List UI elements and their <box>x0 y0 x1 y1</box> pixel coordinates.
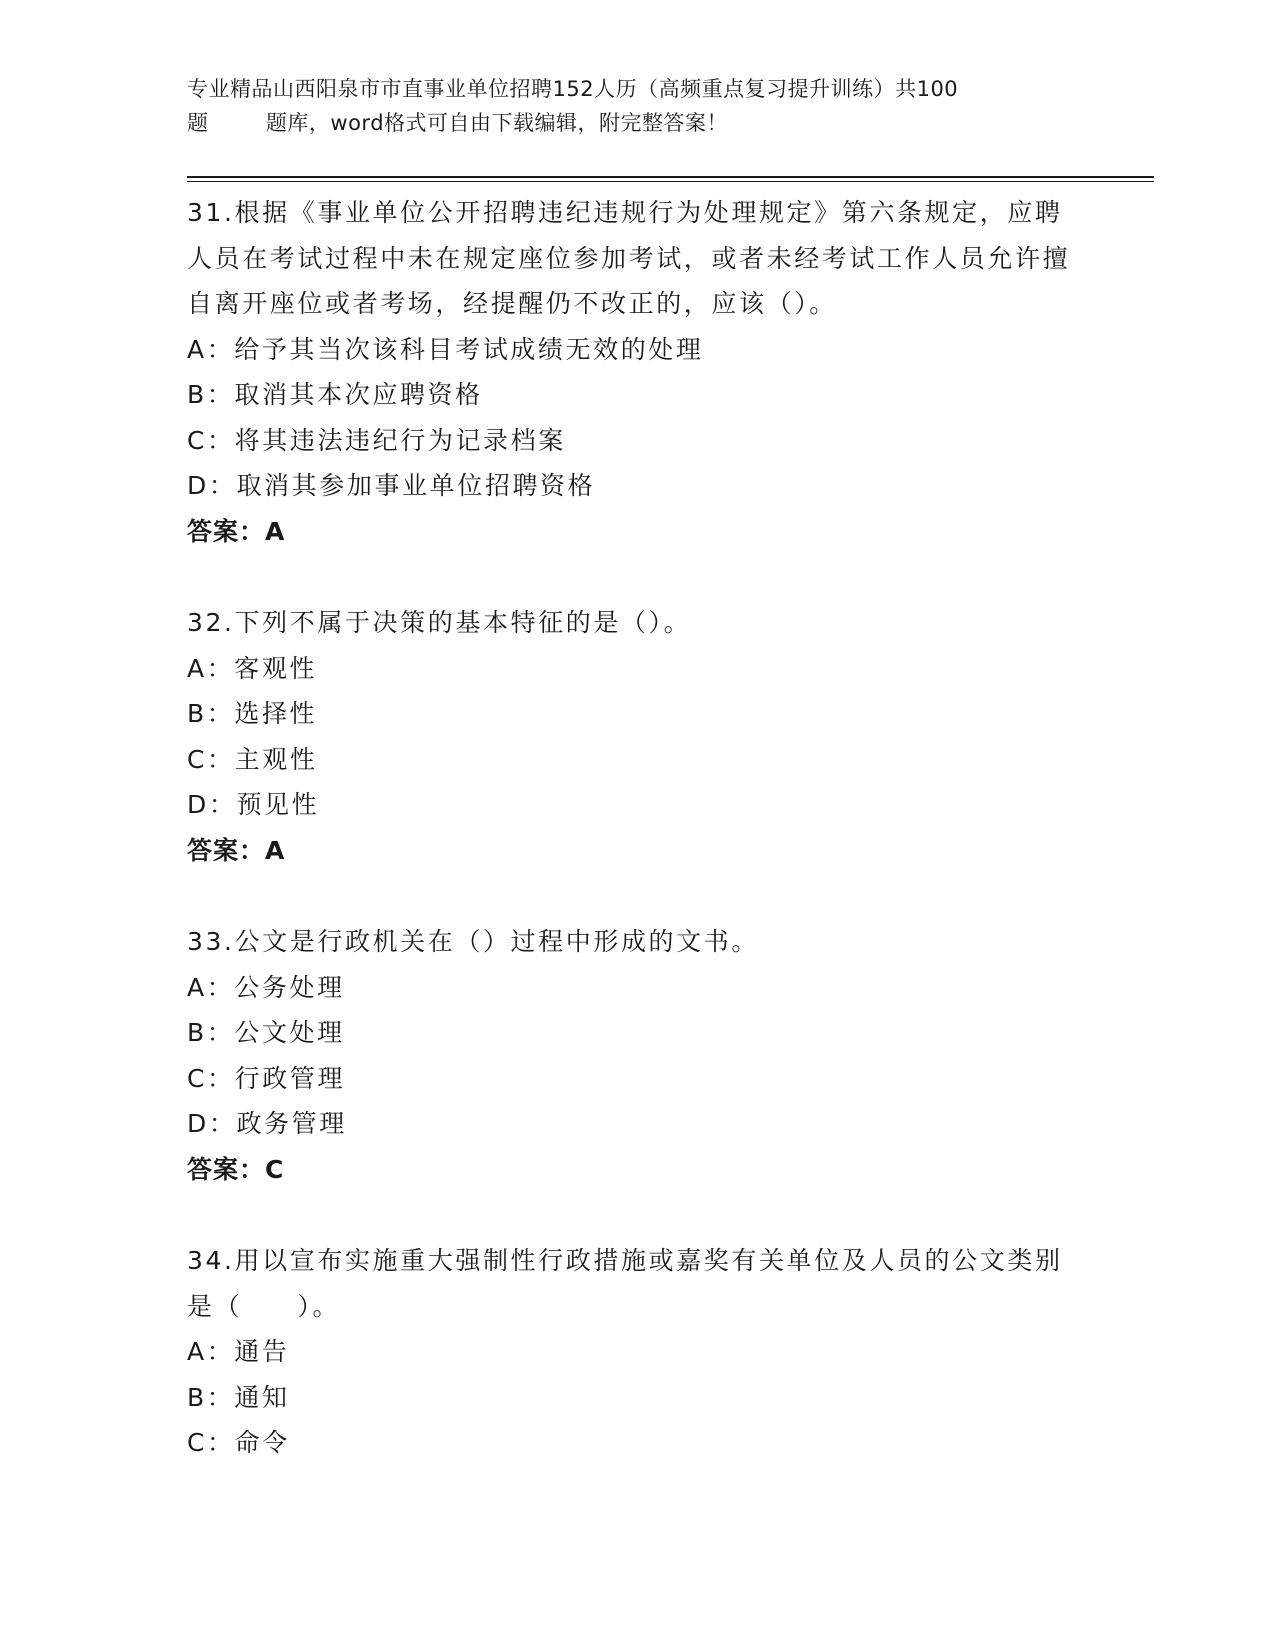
option-a: A：公务处理 <box>187 972 345 1002</box>
option-c: C：将其违法违纪行为记录档案 <box>187 425 566 455</box>
header-title-line-2: 题 题库，word格式可自由下载编辑，附完整答案！ <box>187 111 729 135</box>
question-list <box>187 190 1087 1512</box>
option-d: D：预见性 <box>187 790 320 819</box>
answer-label: 答案：A <box>187 835 286 865</box>
question-text: 31.根据《事业单位公开招聘违纪违规行为处理规定》第六条规定，应聘人员在考试过程中未在规定座位参加考试，或者未经考试工作人员允许擅自离开座位或者考场，经提醒仍不改正的，应该（）。 <box>187 198 1071 318</box>
option-b: B：公文处理 <box>187 1018 345 1047</box>
option-a: A：通告 <box>187 1337 290 1366</box>
question-text: 33.公文是行政机关在（）过程中形成的文书。 <box>187 927 759 956</box>
question-33 <box>187 919 1087 1192</box>
option-a: A：给予其当次该科目考试成绩无效的处理 <box>187 334 704 364</box>
option-a: A：客观性 <box>187 653 318 683</box>
answer-label: 答案：A <box>187 516 286 546</box>
question-32 <box>187 600 1087 873</box>
question-34 <box>187 1238 1087 1466</box>
option-c: C：行政管理 <box>187 1063 346 1093</box>
option-c: C：主观性 <box>187 744 318 774</box>
question-31 <box>187 190 1087 554</box>
option-b: B：选择性 <box>187 699 318 728</box>
answer-label: 答案：C <box>187 1154 285 1184</box>
header-title-line-1: 专业精品山西阳泉市市直事业单位招聘152人历（高频重点复习提升训练）共100 <box>187 77 959 101</box>
header-divider-thick <box>187 176 1154 178</box>
option-d: D：取消其参加事业单位招聘资格 <box>187 471 596 500</box>
header-divider-thin <box>187 181 1154 182</box>
document-header <box>187 72 1087 140</box>
question-text: 32.下列不属于决策的基本特征的是（）。 <box>187 608 692 637</box>
question-text: 34.用以宣布实施重大强制性行政措施或嘉奖有关单位及人员的公文类别是（ ）。 <box>187 1246 1063 1321</box>
option-c: C：命令 <box>187 1428 290 1457</box>
option-b: B：通知 <box>187 1382 290 1412</box>
option-b: B：取消其本次应聘资格 <box>187 380 483 409</box>
option-d: D：政务管理 <box>187 1109 347 1138</box>
